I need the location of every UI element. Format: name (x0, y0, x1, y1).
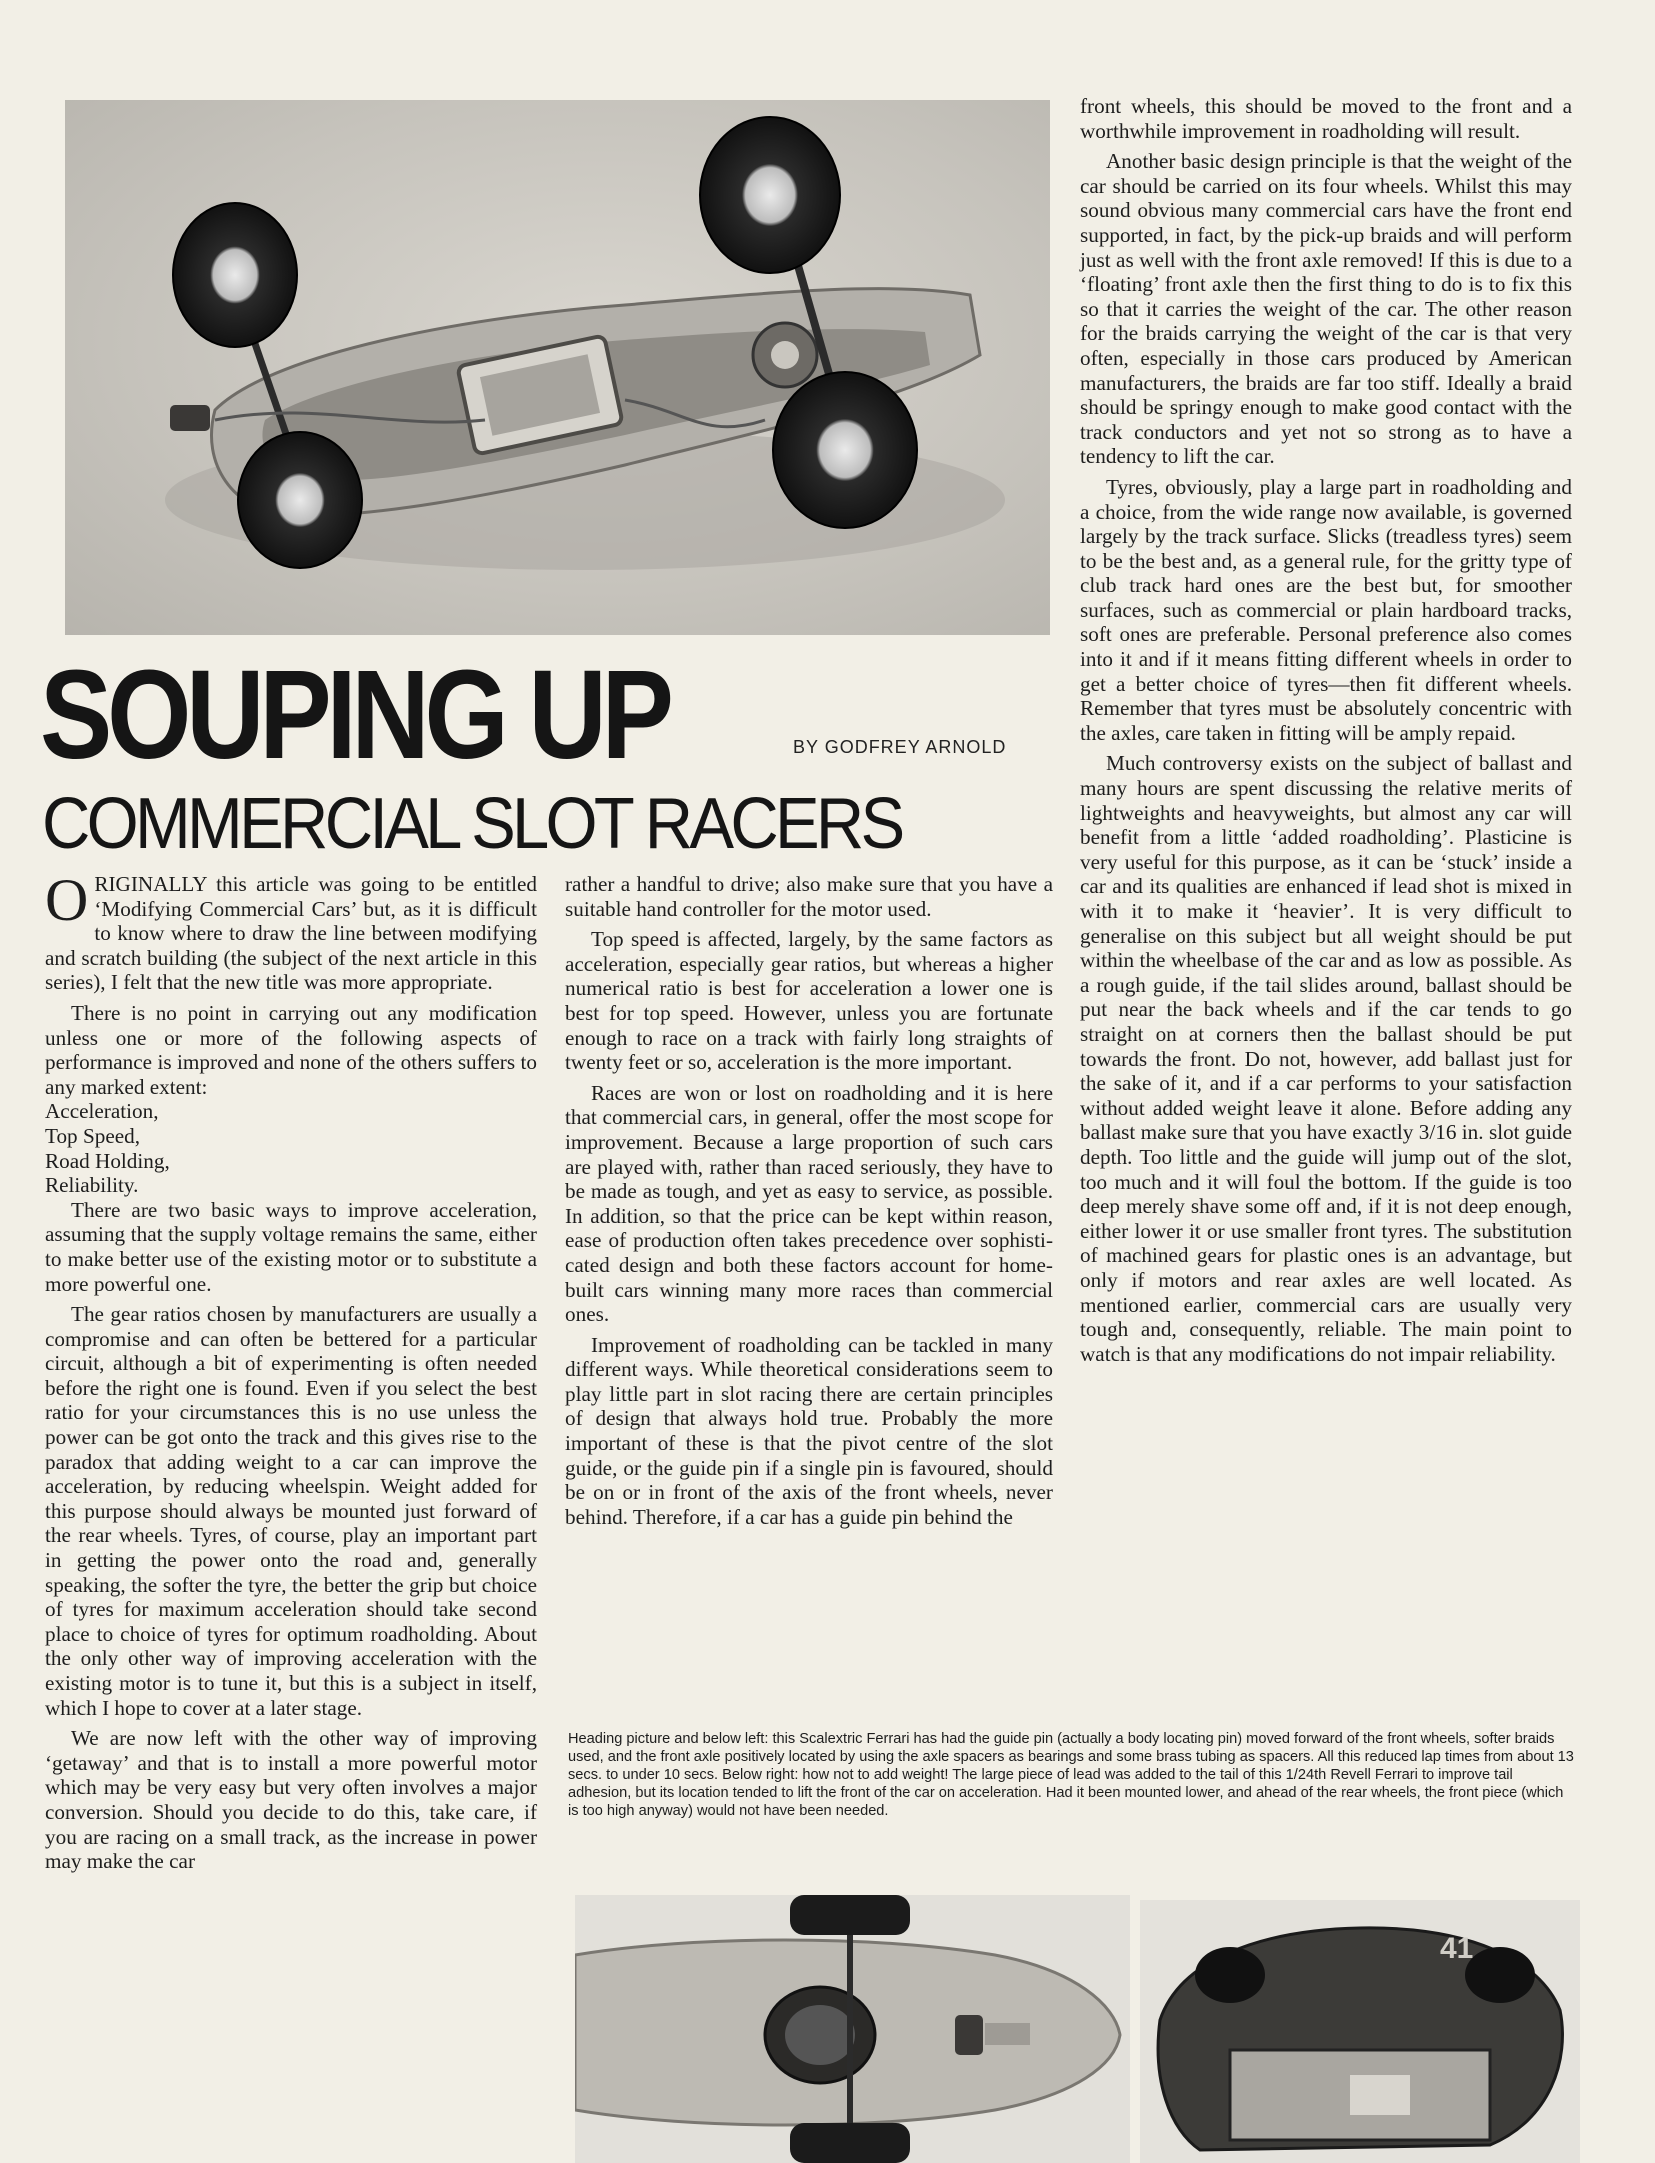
paragraph: There is no point in carrying out any modification unless one or more of the following aspects of performance is improved and none of the others suffers to any marked extent: (45, 1000, 537, 1099)
photo-bottom-right (1140, 1900, 1580, 2163)
paragraph-intro-text: RIGINALLY this article was going to be entitled ‘Modifying Commercial Cars’ but, as it is difficult to know where to draw the line between modifying and scratch building (the subject of the next article in this series), I felt that the new title was more appropriate. (45, 872, 537, 995)
headline-sub: COMMERCIAL SLOT RACERS (42, 784, 902, 864)
byline: BY GODFREY ARNOLD (793, 737, 1007, 757)
paragraph: Another basic design principle is that the weight of the car should be carried on its four wheels. Whilst this may sound obvious many commercial cars have the front end supported, in fact, by the pick-up braids and will perform just as well with the front axle removed! If this is due to a ‘floating’ front axle then the first thing to do is to fix this so that it carries the weight of the car. The other reason for the braids carrying the weight of the car is that very often, especially in those cars produced by American manufacturers, the braids are far too stiff. Ideally a braid should be springy enough to make good contact with the track conductors and yet not so strong as to have a tendency to lift the car. (1080, 149, 1572, 469)
paragraph: There are two basic ways to improve acceleration, assuming that the supply voltage remains the same, either to make better use of the existing motor or to substitute a more powerful one. (45, 1197, 537, 1296)
paragraph: Top speed is affected, largely, by the same factors as acceleration, especially gear ratios, but whereas a higher numerical ratio is best for acceleration a lower one is best for top speed. However, unless you are fortunate enough to race on a track with fairly long straights of twenty feet or so, acceleration is the more important. (565, 927, 1053, 1075)
paragraph: Much controversy exists on the subject of ballast and many hours are spent discussing the relative merits of lightweights and heavyweights, but almost any car will benefit from a little ‘added roadholding’. Plasticine is very useful for this purpose, as it can be ‘stuck’ inside a car and its qualities are enhanced if lead shot is mixed in with it to make it ‘heavier’. It is very difficult to generalise on this subject but all weight should be put within the wheelbase of the car and as low as possible. As a rough guide, if the tail slides around, ballast should be put near the back wheels and if the car tends to go straight on at corners then the ballast should be put towards the front. Do not, however, add ballast just for the sake of it, and if a car performs to your satisfaction without added weight leave it alone. Before adding any ballast make sure that you have exactly 3/16 in. slot guide depth. Too little and the guide will jump out of the slot, too much and it will foul the bottom. If the guide is too deep merely shave some off and, if it is not deep enough, either lower it or use smaller front tyres. The substitution of machined gears for plastic ones is an advantage, but only if motors and rear axles are well located. As mentioned earlier, commercial cars are usually very tough and, consequently, reliable. The main point to watch is that any modifications do not impair reliability. (1080, 751, 1572, 1366)
paragraph: Tyres, obviously, play a large part in roadholding and a choice, from the wide range now available, is governed largely by the track surface. Slicks (treadless tyres) seem to be the best and, as a general rule, for the gritty type of club track hard ones are the best but, for smoother surfaces, such as commercial or plain hardboard tracks, soft ones are preferable. Personal preference also comes into it and if it means fitting different wheels in order to get a better choice of tyres—then fit different wheels. Remember that tyres must be absolutely concentric with the axles, care taken in fitting will be amply repaid. (1080, 474, 1572, 745)
photo-caption: Heading picture and below left: this Scalextric Ferrari has had the guide pin (actually a body locating pin) moved forward of the front wheels, softer braids used, and the front axle positively located by using the axle spacers as bearings and some brass tubing as spacers. All this reduced lap times from about 13 secs. to under 10 secs. Below right: how not to add weight! The large piece of lead was added to the tail of this 1/24th Revell Ferrari to improve tail adhesion, but its location tended to lift the front of the car on acceleration. Had it been mounted lower, and ahead of the rear wheels, the front piece (which is too high anyway) would not have been needed. (568, 1731, 1574, 1819)
list-item: Top Speed, (45, 1123, 141, 1148)
paragraph: The gear ratios chosen by manufacturers are usually a compromise and can often be bettered for a particular circuit, although a bit of experimenting is often needed before the right one is found. Even if you select the best ratio for your circumstances this is no use unless the power can be got onto the track and this gives rise to the paradox that adding weight to a car can improve the acceleration, by reducing wheelspin. Weight added for this purpose should always be mounted just forward of the rear wheels. Tyres, of course, play an important part in getting the power onto the road and, generally speaking, the softer the tyre, the better the grip but choice of tyres for maximum acceleration should take second place to choice of tyres for optimum roadholding. About the only other way of improving acceleration with the existing motor is to tune it, but this is a subject in itself, which I hope to cover at a later stage. (45, 1302, 537, 1720)
performance-list (45, 1099, 537, 1197)
paragraph: Races are won or lost on roadholding and it is here that commercial cars, in general, offer the most scope for improvement. Because a large proportion of such cars are played with, rather than raced seriously, they have to be made as tough, and yet as easy to service, as possible. In addition, so that the price can be kept within reason, ease of production often takes precedence over sophisticated design and both these factors account for home-built cars winning many more races than commercial ones. (565, 1080, 1053, 1327)
paragraph-intro (45, 867, 537, 995)
revell-ferrari-illustration (1140, 1900, 1580, 2163)
list-item: Acceleration, (45, 1099, 159, 1124)
photo-bottom-left (575, 1895, 1130, 2163)
paragraph: We are now left with the other way of improving ‘getaway’ and that is to install a more powerful motor which may be very easy but very often involves a major conversion. Should you decide to do this, take care, if you are racing on a small track, as the increase in power may make the car (45, 1726, 537, 1874)
headline-main: SOUPING UP (40, 644, 669, 785)
paragraph: rather a handful to drive; also make sure that you have a suitable hand controller for the motor used. (565, 872, 1053, 921)
article-column-2 (565, 872, 1053, 1529)
car-number: 41 (1440, 1932, 1474, 1965)
drop-cap: O (45, 867, 89, 933)
article-column-3 (1080, 94, 1572, 1366)
list-item: Road Holding, (45, 1148, 170, 1173)
list-item: Reliability. (45, 1173, 139, 1198)
paragraph: Improvement of roadholding can be tackled in many different ways. While theoretical considerations seem to play little part in slot racing there are certain principles of design that always hold true. Probably the more important of these is that the pivot centre of the slot guide, or the guide pin if a single pin is favoured, should be on or in front of the axis of the front wheels, never behind. Therefore, if a car has a guide pin behind the (565, 1332, 1053, 1529)
chassis-illustration (65, 100, 1050, 635)
paragraph: front wheels, this should be moved to the front and a worthwhile improvement in roadholding will result. (1080, 94, 1572, 143)
article-column-1 (45, 867, 537, 1874)
ferrari-underside-illustration (575, 1895, 1130, 2163)
hero-photo-chassis (65, 100, 1050, 635)
